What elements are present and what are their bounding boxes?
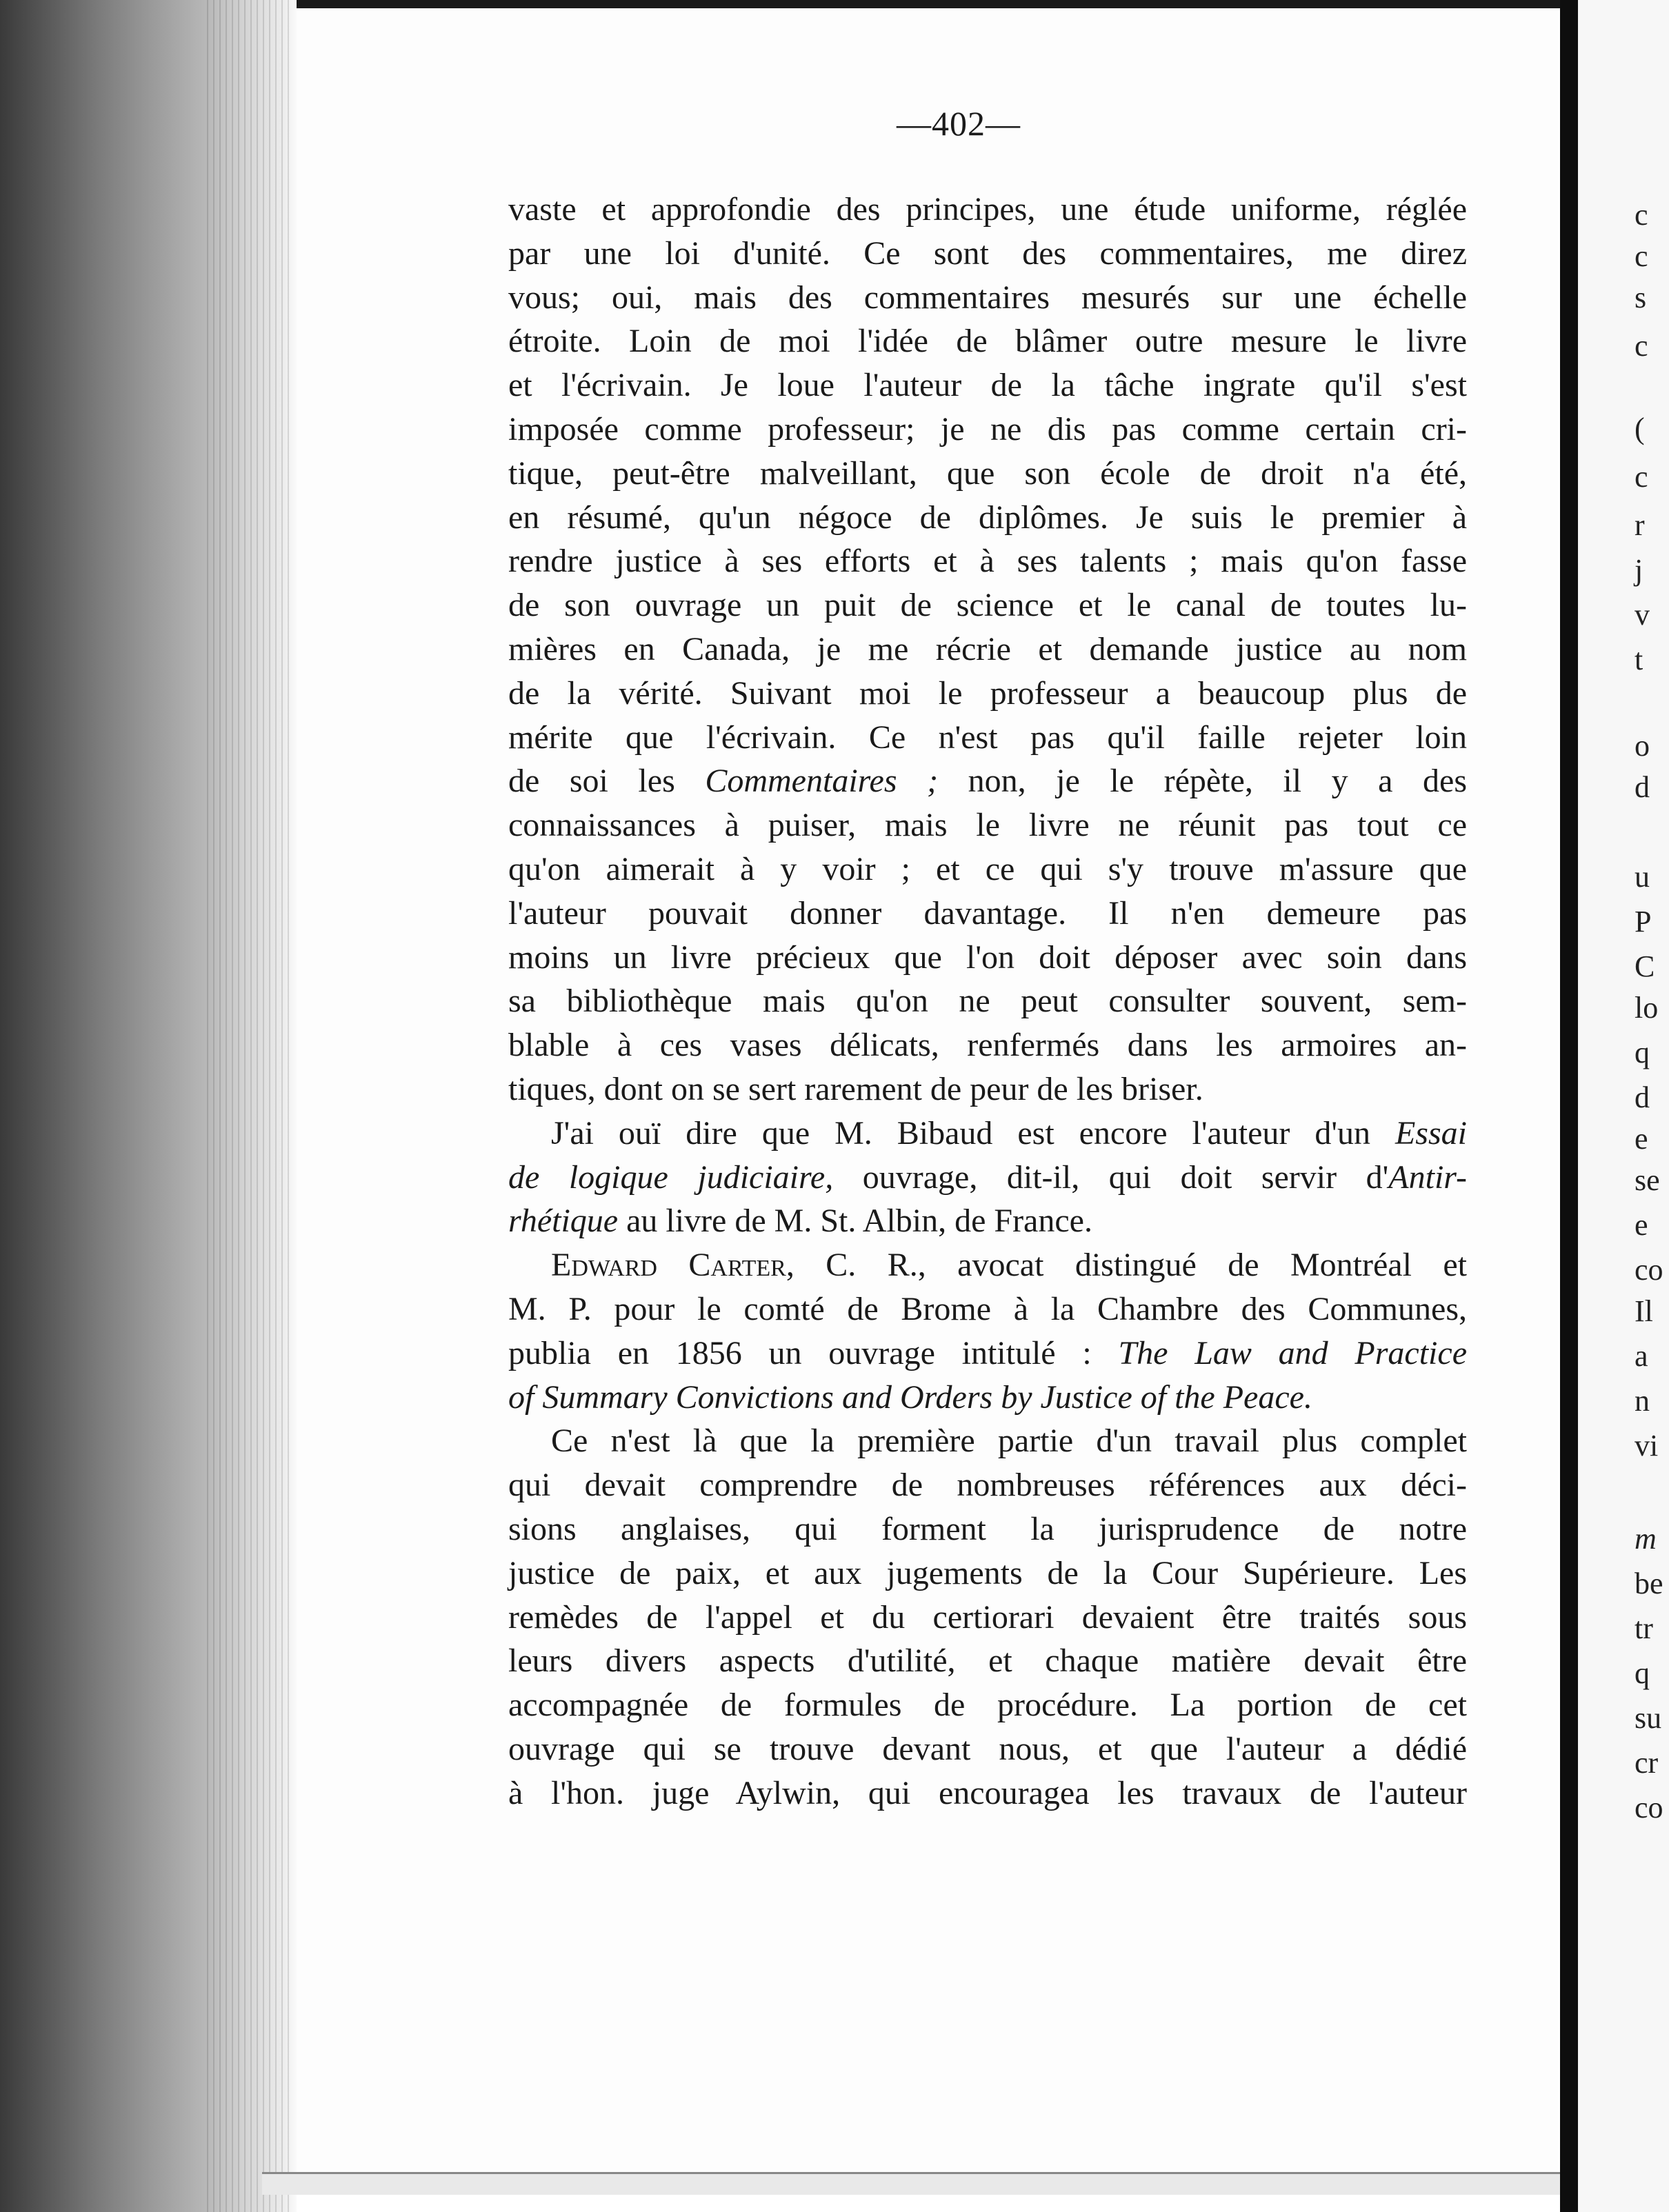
facing-page-fragment: a — [1635, 1339, 1648, 1373]
text-line: vaste et approfondie des principes, une étude uniforme, réglée — [508, 191, 1467, 228]
text-line: leurs divers aspects d'utilité, et chaque matière devait être — [508, 1642, 1467, 1680]
page-bottom-edge — [262, 2172, 1572, 2195]
facing-page-fragment: d — [1635, 770, 1650, 804]
text-line: J'ai ouï dire que M. Bibaud est encore l'auteur d'un Essai — [551, 1114, 1467, 1152]
text-line: tique, peut-être malveillant, que son école de droit n'a été, — [508, 454, 1467, 492]
page-stack-edges — [207, 0, 290, 2212]
facing-page-fragment: C — [1635, 949, 1655, 983]
facing-page-fragment: q — [1635, 1036, 1650, 1069]
text-line: blable à ces vases délicats, renfermés dans les armoires an- — [508, 1027, 1467, 1064]
text-line: qui devait comprendre de nombreuses références aux déci- — [508, 1467, 1467, 1504]
facing-page-fragment: c — [1635, 198, 1648, 232]
text-line: connaissances à puiser, mais le livre ne réunit pas tout ce — [508, 807, 1467, 844]
italic-title: of Summary Convictions and Orders by Justice of the Peace. — [508, 1378, 1312, 1416]
text-line: Ce n'est là que la première partie d'un travail plus complet — [551, 1422, 1467, 1460]
facing-page-fragment: e — [1635, 1208, 1648, 1242]
facing-page-fragment: q — [1635, 1656, 1650, 1690]
author-name: Edward Carter — [551, 1247, 786, 1284]
facing-page-fragment: c — [1635, 239, 1648, 273]
facing-page-fragment: m — [1635, 1522, 1657, 1556]
italic-title: de logique judiciaire, — [508, 1158, 834, 1196]
facing-page-fragment: Il — [1635, 1294, 1653, 1328]
text-line: sions anglaises, qui forment la jurisprudence de notre — [508, 1510, 1467, 1547]
facing-page-fragment: se — [1635, 1163, 1660, 1197]
text-line: imposée comme professeur; je ne dis pas comme certain cri- — [508, 410, 1467, 448]
text-line: tiques, dont on se sert rarement de peur de les briser. — [508, 1070, 1203, 1107]
facing-page-fragment: co — [1635, 1791, 1663, 1824]
text-line: moins un livre précieux que l'on doit déposer avec soin dans — [508, 938, 1467, 976]
text-line: en résumé, qu'un négoce de diplômes. Je suis le premier à — [508, 499, 1467, 536]
facing-page — [1578, 0, 1669, 2212]
facing-page-fragment: o — [1635, 729, 1650, 763]
text-line: sa bibliothèque mais qu'on ne peut consulter souvent, sem- — [508, 983, 1467, 1020]
italic-title: The Law and Practice — [1118, 1334, 1467, 1371]
facing-page-fragment: su — [1635, 1701, 1662, 1735]
italic-title: rhétique — [508, 1203, 619, 1240]
facing-page-fragment: v — [1635, 598, 1650, 632]
body-text — [508, 188, 1467, 1815]
text-line: à l'hon. juge Aylwin, qui encouragea les travaux de l'auteur — [508, 1774, 1467, 1811]
facing-page-fragment: vi — [1635, 1429, 1659, 1462]
text-line: mières en Canada, je me récrie et demande justice au nom — [508, 630, 1467, 667]
text-line: justice de paix, et aux jugements de la Cour Supérieure. Les — [508, 1554, 1467, 1591]
facing-page-fragment: n — [1635, 1384, 1650, 1418]
text-line: l'auteur pouvait donner davantage. Il n'en demeure pas — [508, 894, 1467, 932]
facing-page-fragment: c — [1635, 329, 1648, 363]
text-line: de son ouvrage un puit de science et le canal de toutes lu- — [508, 587, 1467, 624]
text-line: qu'on aimerait à y voir ; et ce qui s'y trouve m'assure que — [508, 850, 1467, 887]
text-line: rendre justice à ses efforts et à ses talents ; mais qu'on fasse — [508, 543, 1467, 580]
facing-page-fragment: s — [1635, 281, 1647, 314]
text-line: mérite que l'écrivain. Ce n'est pas qu'il faille rejeter loin — [508, 718, 1467, 756]
text-line — [508, 1376, 1467, 1420]
italic-title: Antir- — [1388, 1158, 1467, 1196]
text-line: Edward Carter, C. R., avocat distingué de Montréal et — [551, 1247, 1468, 1284]
text-line: et l'écrivain. Je loue l'auteur de la tâche ingrate qu'il s'est — [508, 367, 1467, 404]
text-line: vous; oui, mais des commentaires mesurés sur une échelle — [508, 279, 1467, 316]
facing-page-fragment: lo — [1635, 991, 1659, 1025]
text-line: rhétique au livre de M. St. Albin, de France. — [508, 1203, 1092, 1240]
text-line: étroite. Loin de moi l'idée de blâmer outre mesure le livre — [508, 323, 1467, 360]
facing-page-fragment: be — [1635, 1567, 1663, 1600]
facing-page-fragment: t — [1635, 643, 1643, 676]
facing-page-fragment: c — [1635, 460, 1648, 494]
italic-title: Commentaires ; — [705, 763, 939, 800]
facing-page-fragment: P — [1635, 905, 1652, 938]
text-line: de soi les Commentaires ; non, je le répète, il y a des — [508, 763, 1468, 800]
text-line: remèdes de l'appel et du certiorari devaient être traités sous — [508, 1598, 1467, 1636]
facing-page-fragment: j — [1635, 553, 1643, 587]
facing-page-fragment: cr — [1635, 1746, 1659, 1780]
text-line: de la vérité. Suivant moi le professeur a beaucoup plus de — [508, 674, 1467, 712]
facing-page-fragment: r — [1635, 508, 1645, 542]
facing-page-fragment: e — [1635, 1122, 1648, 1156]
page-number: —402— — [897, 104, 1021, 143]
facing-page-fragment: co — [1635, 1253, 1663, 1287]
facing-page-fragment: tr — [1635, 1611, 1653, 1645]
book-gutter — [1560, 0, 1578, 2212]
text-line: ouvrage qui se trouve devant nous, et que l'auteur a dédié — [508, 1730, 1467, 1767]
italic-title: Essai — [1395, 1114, 1467, 1152]
text-line: publia en 1856 un ouvrage intitulé : The Law and Practice — [508, 1334, 1467, 1371]
text-line: M. P. pour le comté de Brome à la Chambre des Communes, — [508, 1290, 1467, 1327]
text-line: par une loi d'unité. Ce sont des commentaires, me direz — [508, 234, 1467, 272]
facing-page-fragment: u — [1635, 860, 1650, 894]
text-line: de logique judiciaire, ouvrage, dit-il, qui doit servir d'Antir- — [508, 1158, 1467, 1196]
facing-page-fragment: d — [1635, 1080, 1650, 1114]
facing-page-fragment: ( — [1635, 412, 1645, 445]
text-line: accompagnée de formules de procédure. La portion de cet — [508, 1687, 1467, 1724]
